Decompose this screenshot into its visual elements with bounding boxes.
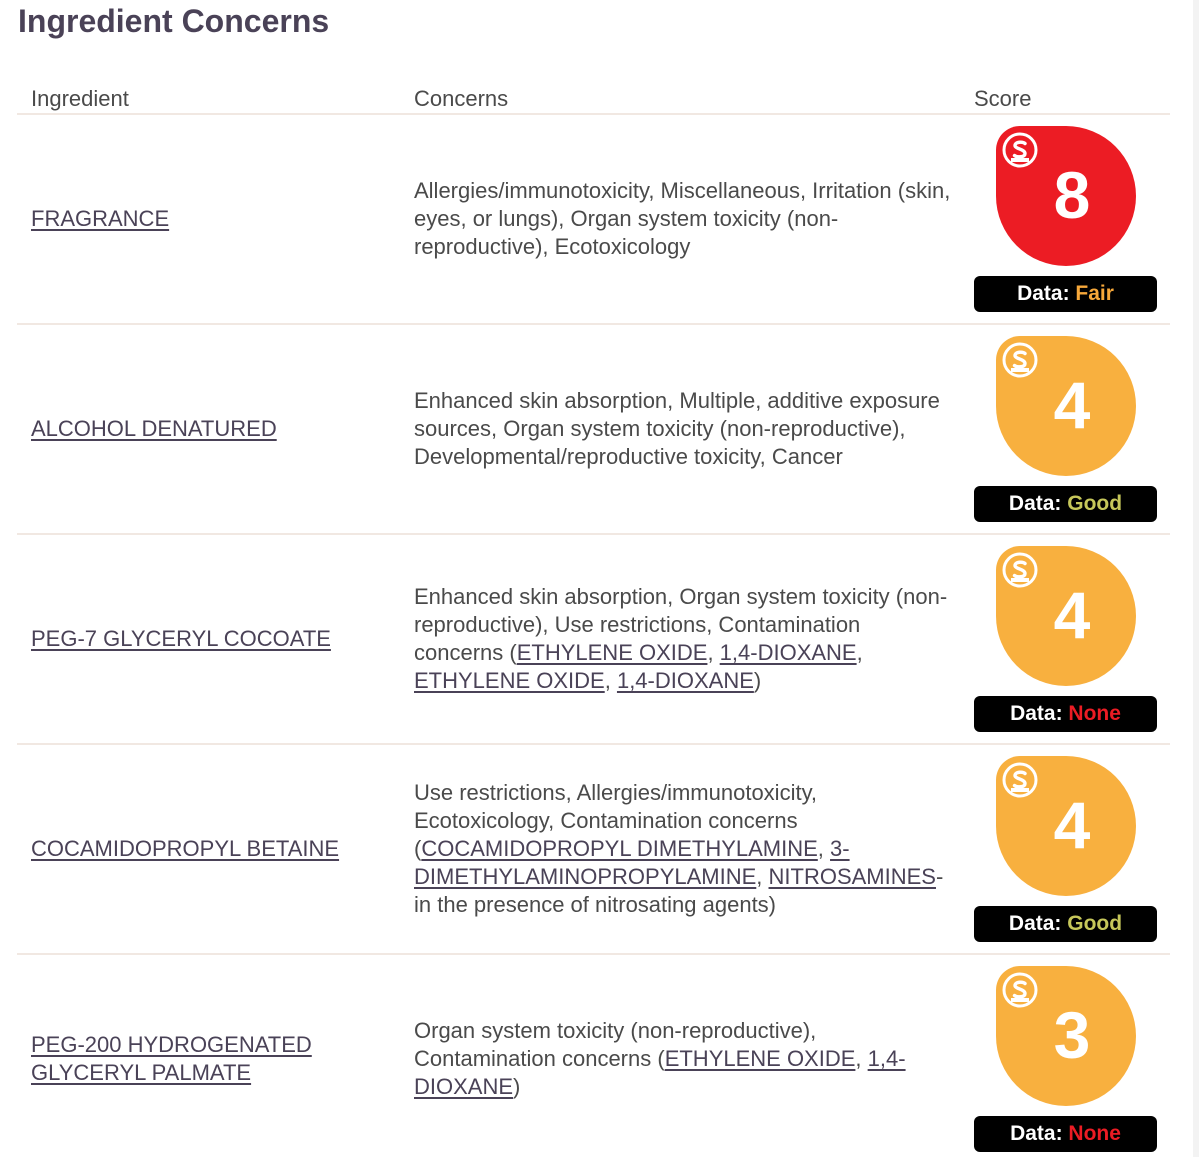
ingredient-cell <box>31 325 391 533</box>
data-quality-label: Data: <box>1017 282 1076 305</box>
table-row <box>17 325 1170 535</box>
ingredient-cell <box>31 745 391 953</box>
score-cell <box>974 955 1157 1163</box>
data-quality-badge <box>974 906 1157 942</box>
contaminant-link[interactable]: ETHYLENE OXIDE <box>516 640 708 665</box>
data-quality-value: None <box>1068 1122 1121 1145</box>
contaminant-link[interactable]: 1,4-DIOXANE <box>414 1046 906 1099</box>
page-title: Ingredient Concerns <box>18 3 330 39</box>
data-quality-label: Data: <box>1008 912 1068 935</box>
data-quality-value: Fair <box>1075 282 1114 305</box>
contaminant-link[interactable]: ETHYLENE OXIDE <box>414 668 605 693</box>
score-value: 4 <box>1053 368 1091 442</box>
contaminant-link[interactable]: 1,4-DIOXANE <box>719 640 857 665</box>
separator: , <box>855 1046 868 1071</box>
data-quality-value: None <box>1068 702 1121 725</box>
concerns-suffix: ) <box>513 1074 521 1099</box>
data-quality-label: Data: <box>1010 1122 1069 1145</box>
ingredient-link[interactable]: FRAGRANCE <box>31 206 170 231</box>
score-value: 3 <box>1053 998 1091 1072</box>
score-cell <box>974 325 1157 533</box>
table-row <box>17 745 1170 955</box>
concerns-cell <box>414 115 954 323</box>
column-header-concerns: Concerns <box>414 86 509 111</box>
separator: , <box>756 864 769 889</box>
concerns-prefix: Enhanced skin absorption, Organ system toxicity (non-reproductive), Use restrictions, Contamination concerns ( <box>414 584 948 665</box>
score-cell <box>974 115 1157 323</box>
concerns-cell <box>414 745 954 953</box>
concerns-cell <box>414 535 954 743</box>
contaminant-link[interactable]: ETHYLENE OXIDE <box>664 1046 856 1071</box>
score-badge[interactable] <box>996 546 1136 686</box>
data-quality-badge <box>974 486 1157 522</box>
data-quality-badge <box>974 696 1157 732</box>
data-quality-badge <box>974 276 1157 312</box>
score-badge[interactable] <box>996 126 1136 266</box>
ingredient-concerns-table <box>17 82 1170 1163</box>
score-value: 4 <box>1053 578 1091 652</box>
ingredient-link[interactable]: PEG-7 GLYCERYL COCOATE <box>31 626 331 651</box>
contaminant-link[interactable]: 3-DIMETHYLAMINOPROPYLAMINE <box>414 836 850 889</box>
scrollbar[interactable] <box>1193 0 1199 1157</box>
score-cell <box>974 535 1157 743</box>
concerns-prefix: Use restrictions, Allergies/immunotoxicity, Ecotoxicology, Contamination concerns ( <box>414 780 818 861</box>
concerns-prefix: Organ system toxicity (non-reproductive), Contamination concerns ( <box>414 1018 817 1071</box>
concerns-suffix: -in the presence of nitrosating agents) <box>414 864 944 917</box>
concerns-suffix: ) <box>753 668 762 693</box>
concerns-text: Enhanced skin absorption, Multiple, additive exposure sources, Organ system toxicity (non-reproductive), Developmental/reproductive toxicity, Cancer <box>414 388 940 469</box>
ingredient-link[interactable]: PEG-200 HYDROGENATED GLYCERYL PALMATE <box>31 1032 312 1085</box>
data-quality-label: Data: <box>1008 492 1068 515</box>
ingredient-cell <box>31 115 391 323</box>
table-row <box>17 955 1170 1163</box>
table-row <box>17 115 1170 325</box>
table-header <box>17 82 1170 115</box>
concerns-cell <box>414 955 954 1163</box>
column-header-ingredient: Ingredient <box>31 86 129 111</box>
ingredient-cell <box>31 535 391 743</box>
data-quality-value: Good <box>1067 492 1123 515</box>
concerns-text: Allergies/immunotoxicity, Miscellaneous, Irritation (skin, eyes, or lungs), Organ system toxicity (non-reproductive), Ecotoxicology <box>414 178 951 259</box>
ingredient-cell <box>31 955 391 1163</box>
score-value: 4 <box>1053 788 1091 862</box>
separator: , <box>604 668 617 693</box>
data-quality-badge <box>974 1116 1157 1152</box>
contaminant-link[interactable]: COCAMIDOPROPYL DIMETHYLAMINE <box>421 836 818 861</box>
score-badge[interactable] <box>996 336 1136 476</box>
table-row <box>17 535 1170 745</box>
column-header-score: Score <box>974 86 1032 111</box>
score-value: 8 <box>1053 158 1091 232</box>
concerns-text <box>414 779 954 919</box>
data-quality-value: Good <box>1067 912 1123 935</box>
concerns-text <box>414 1017 954 1101</box>
score-badge[interactable] <box>996 966 1136 1106</box>
contaminant-link[interactable]: 1,4-DIOXANE <box>616 668 754 693</box>
separator: , <box>856 640 863 665</box>
score-cell <box>974 745 1157 953</box>
separator: , <box>707 640 720 665</box>
ingredient-link[interactable]: ALCOHOL DENATURED <box>31 416 277 441</box>
score-badge[interactable] <box>996 756 1136 896</box>
contaminant-link[interactable]: NITROSAMINES <box>768 864 936 889</box>
ingredient-link[interactable]: COCAMIDOPROPYL BETAINE <box>31 836 340 861</box>
concerns-cell <box>414 325 954 533</box>
separator: , <box>817 836 831 861</box>
data-quality-label: Data: <box>1010 702 1069 725</box>
concerns-text <box>414 583 954 695</box>
